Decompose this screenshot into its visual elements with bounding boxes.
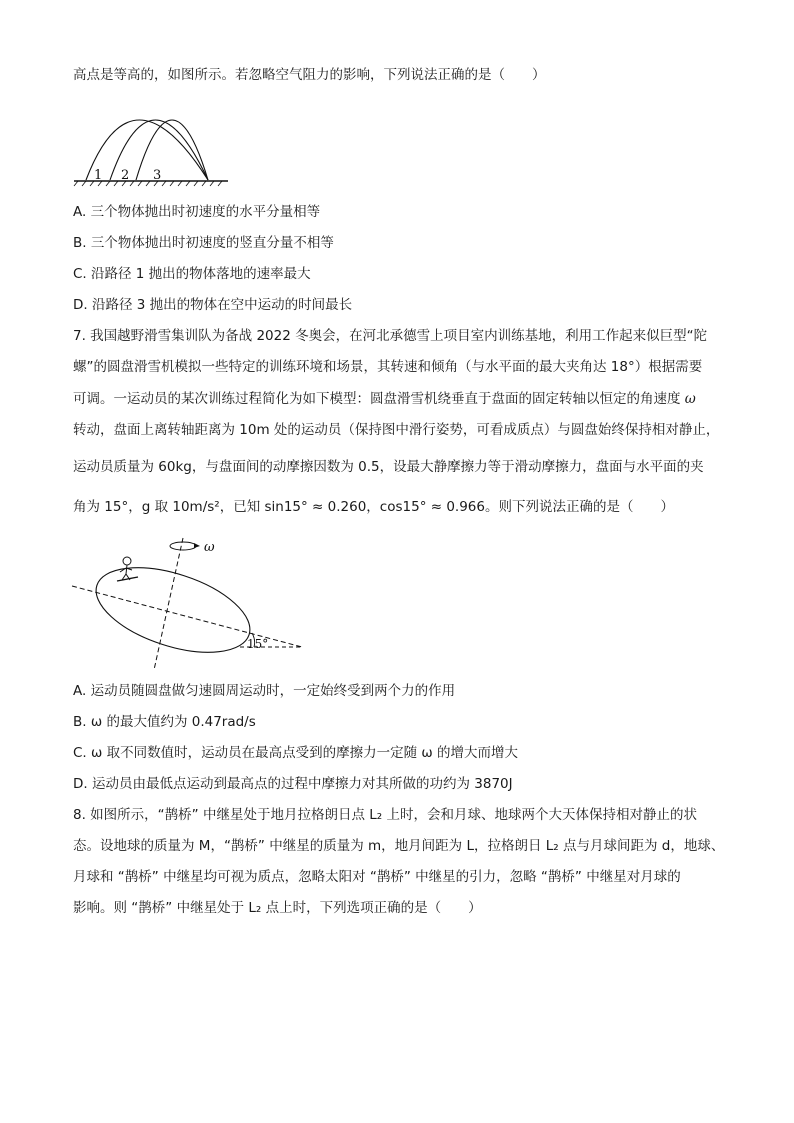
q7-option-c: C. ω 取不同数值时，运动员在最高点受到的摩擦力一定随 ω 的增大而增大 bbox=[73, 745, 518, 761]
path-label-3: 3 bbox=[153, 168, 162, 183]
ski-disc-figure bbox=[70, 530, 310, 675]
q7-line-4: 转动，盘面上离转轴距离为 10m 处的运动员（保持图中滑行姿势，可看成质点）与圆盘始终保持相对静止， bbox=[73, 422, 720, 438]
q6-option-b: B. 三个物体抛出时初速度的竖直分量不相等 bbox=[73, 235, 334, 251]
rotation-arrow-head bbox=[194, 543, 200, 548]
angle-label: 15° bbox=[247, 637, 269, 651]
q6-stem: 高点是等高的，如图所示。若忽略空气阻力的影响，下列说法正确的是（ ） bbox=[73, 67, 546, 83]
path-label-1: 1 bbox=[94, 168, 103, 183]
q7-option-d: D. 运动员由最低点运动到最高点的过程中摩擦力对其所做的功约为 3870J bbox=[73, 776, 513, 792]
q7-line-1: 7. 我国越野滑雪集训队为备战 2022 冬奥会，在河北承德雪上项目室内训练基地，利用工作起来似巨型“陀 bbox=[73, 328, 708, 344]
q8-line-2: 态。设地球的质量为 M，“鹊桥” 中继星的质量为 m，地月间距为 L，拉格朗日 L₂ 点与月球间距为 d，地球、 bbox=[73, 838, 725, 854]
q6-option-c: C. 沿路径 1 抛出的物体落地的速率最大 bbox=[73, 266, 311, 282]
projectile-figure bbox=[72, 90, 232, 190]
path-label-2: 2 bbox=[121, 168, 130, 183]
q8-line-3: 月球和 “鹊桥” 中继星均可视为质点，忽略太阳对 “鹊桥” 中继星的引力，忽略 “鹊桥” 中继星对月球的 bbox=[73, 869, 681, 885]
disc-ellipse bbox=[86, 551, 260, 669]
q6-option-a: A. 三个物体抛出时初速度的水平分量相等 bbox=[73, 204, 321, 220]
omega-label: ω bbox=[204, 540, 215, 555]
rotation-arrow bbox=[170, 542, 196, 550]
omega-symbol: ω bbox=[684, 391, 696, 407]
q6-option-d: D. 沿路径 3 抛出的物体在空中运动的时间最长 bbox=[73, 297, 353, 313]
q8-line-1: 8. 如图所示，“鹊桥” 中继星处于地月拉格朗日点 L₂ 上时，会和月球、地球两个大天体保持相对静止的状 bbox=[73, 807, 697, 823]
q7-option-a: A. 运动员随圆盘做匀速圆周运动时，一定始终受到两个力的作用 bbox=[73, 683, 456, 699]
q7-line-5: 运动员质量为 60kg，与盘面间的动摩擦因数为 0.5，设最大静摩擦力等于滑动摩擦力，盘面与水平面的夹 bbox=[73, 459, 704, 475]
q7-line-2: 螺”的圆盘滑雪机模拟一些特定的训练环境和场景，其转速和倾角（与水平面的最大夹角达 18°）根据需要 bbox=[73, 359, 703, 375]
q7-line-6: 角为 15°，g 取 10m/s²，已知 sin15° ≈ 0.260，cos15° ≈ 0.966。则下列说法正确的是（ ） bbox=[73, 499, 674, 515]
q7-line-3: 可调。一运动员的某次训练过程简化为如下模型：圆盘滑雪机绕垂直于盘面的固定转轴以恒定的角速度 ω bbox=[73, 391, 696, 407]
q8-line-4: 影响。则 “鹊桥” 中继星处于 L₂ 点上时，下列选项正确的是（ ） bbox=[73, 900, 482, 916]
rotation-axis bbox=[154, 538, 183, 670]
q7-option-b: B. ω 的最大值约为 0.47rad/s bbox=[73, 714, 256, 730]
trajectory-3 bbox=[136, 120, 208, 180]
